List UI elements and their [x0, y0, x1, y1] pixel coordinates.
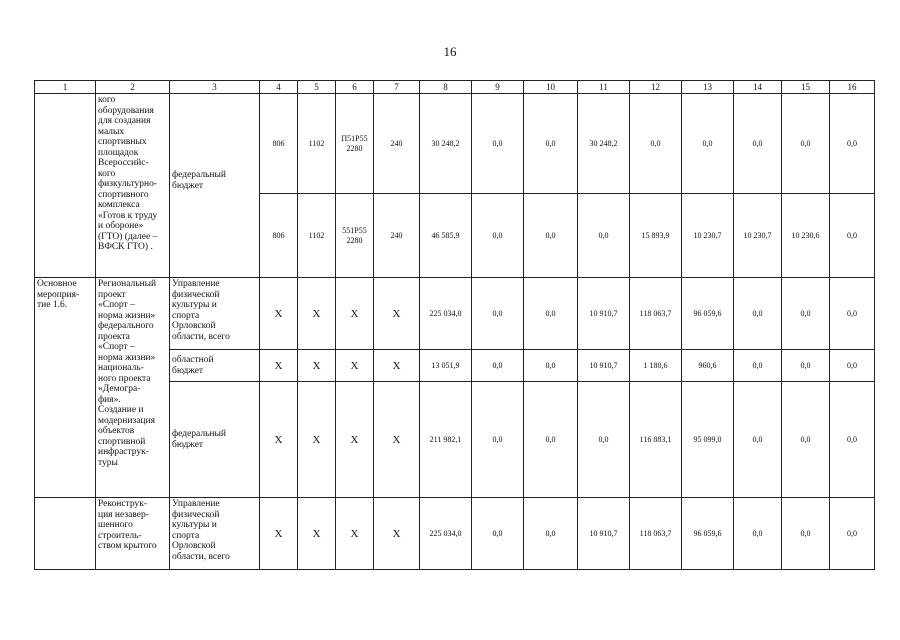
- activity-description: кого оборудования для создания малых спортивных площадок Всероссийс- кого физкультурно- спортивного комплекса «Готов к труду и обороне» (ГТО) (далее – ВФСК ГТО) .: [96, 94, 170, 278]
- table-row: [35, 498, 875, 570]
- year-amount: 10 230,7: [682, 194, 734, 278]
- header-cell: 12: [630, 81, 682, 94]
- header-cell: 4: [260, 81, 298, 94]
- year-amount: 0,0: [472, 382, 524, 498]
- year-amount: 0,0: [524, 194, 578, 278]
- x-mark: Х: [298, 278, 336, 350]
- total-amount: 211 982,1: [420, 382, 472, 498]
- section-code: 1102: [298, 94, 336, 194]
- year-amount: 10 910,7: [578, 278, 630, 350]
- expense-type-code: 240: [374, 194, 420, 278]
- x-mark: Х: [298, 382, 336, 498]
- year-amount: 0,0: [830, 194, 875, 278]
- header-cell: 3: [170, 81, 260, 94]
- funding-source: федеральный бюджет: [170, 382, 260, 498]
- x-mark: Х: [374, 382, 420, 498]
- header-cell: 6: [336, 81, 374, 94]
- x-mark: Х: [336, 278, 374, 350]
- measure-label: Основное мероприя- тие 1.6.: [35, 278, 96, 498]
- budget-table: [34, 80, 875, 570]
- funding-source: Управление физической культуры и спорта Орловской области, всего: [170, 278, 260, 350]
- year-amount: 0,0: [524, 498, 578, 570]
- year-amount: 0,0: [578, 382, 630, 498]
- x-mark: Х: [298, 350, 336, 382]
- year-amount: 0,0: [782, 350, 830, 382]
- section-code: 1102: [298, 194, 336, 278]
- year-amount: 0,0: [524, 382, 578, 498]
- x-mark: Х: [336, 498, 374, 570]
- year-amount: 0,0: [830, 278, 875, 350]
- year-amount: 118 063,7: [630, 278, 682, 350]
- x-mark: Х: [260, 382, 298, 498]
- activity-description: Реконструк- ция незавер- шенного строитель- ством крытого: [96, 498, 170, 570]
- year-amount: 96 059,6: [682, 278, 734, 350]
- year-amount: 0,0: [630, 94, 682, 194]
- year-amount: 0,0: [782, 498, 830, 570]
- total-amount: 13 051,9: [420, 350, 472, 382]
- header-cell: 14: [734, 81, 782, 94]
- funding-source: федеральный бюджет: [170, 94, 260, 278]
- year-amount: 0,0: [830, 498, 875, 570]
- header-cell: 11: [578, 81, 630, 94]
- year-amount: 0,0: [830, 94, 875, 194]
- header-cell: 10: [524, 81, 578, 94]
- year-amount: 0,0: [830, 382, 875, 498]
- x-mark: Х: [374, 278, 420, 350]
- year-amount: 0,0: [472, 278, 524, 350]
- grbs-code: 806: [260, 94, 298, 194]
- header-cell: 9: [472, 81, 524, 94]
- year-amount: 10 230,7: [734, 194, 782, 278]
- grbs-code: 806: [260, 194, 298, 278]
- page-number: 16: [443, 44, 457, 59]
- activity-description: Региональный проект «Спорт – норма жизни» федерального проекта «Спорт – норма жизни» националь- ного проекта «Демогра- фия». Создание и модернизация объектов спортивной инфраструк- туры: [96, 278, 170, 498]
- header-cell: 16: [830, 81, 875, 94]
- year-amount: 30 248,2: [578, 94, 630, 194]
- year-amount: 0,0: [524, 350, 578, 382]
- year-amount: 1 180,6: [630, 350, 682, 382]
- year-amount: 0,0: [578, 194, 630, 278]
- year-amount: 0,0: [472, 350, 524, 382]
- year-amount: 0,0: [472, 194, 524, 278]
- year-amount: 0,0: [734, 382, 782, 498]
- x-mark: Х: [260, 498, 298, 570]
- header-cell: 2: [96, 81, 170, 94]
- empty-label-cell: [35, 498, 96, 570]
- total-amount: 46 585,9: [420, 194, 472, 278]
- funding-source: Управление физической культуры и спорта Орловской области, всего: [170, 498, 260, 570]
- target-article-code: 551Р55 2280: [336, 194, 374, 278]
- x-mark: Х: [336, 350, 374, 382]
- x-mark: Х: [374, 350, 420, 382]
- header-cell: 15: [782, 81, 830, 94]
- year-amount: 0,0: [524, 94, 578, 194]
- year-amount: 0,0: [734, 498, 782, 570]
- total-amount: 225 034,0: [420, 498, 472, 570]
- year-amount: 0,0: [524, 278, 578, 350]
- year-amount: 10 910,7: [578, 498, 630, 570]
- year-amount: 116 883,1: [630, 382, 682, 498]
- year-amount: 10 910,7: [578, 350, 630, 382]
- x-mark: Х: [260, 350, 298, 382]
- header-row: [35, 81, 875, 94]
- year-amount: 0,0: [782, 278, 830, 350]
- year-amount: 960,6: [682, 350, 734, 382]
- header-cell: 13: [682, 81, 734, 94]
- header-cell: 8: [420, 81, 472, 94]
- year-amount: 0,0: [682, 94, 734, 194]
- year-amount: 0,0: [782, 382, 830, 498]
- total-amount: 30 248,2: [420, 94, 472, 194]
- header-cell: 5: [298, 81, 336, 94]
- year-amount: 0,0: [472, 94, 524, 194]
- year-amount: 0,0: [472, 498, 524, 570]
- year-amount: 96 059,6: [682, 498, 734, 570]
- funding-source: областной бюджет: [170, 350, 260, 382]
- expense-type-code: 240: [374, 94, 420, 194]
- year-amount: 95 099,0: [682, 382, 734, 498]
- target-article-code: П51Р55 2280: [336, 94, 374, 194]
- year-amount: 0,0: [734, 94, 782, 194]
- year-amount: 0,0: [734, 350, 782, 382]
- x-mark: Х: [336, 382, 374, 498]
- year-amount: 15 893,9: [630, 194, 682, 278]
- year-amount: 118 063,7: [630, 498, 682, 570]
- table-row: [35, 278, 875, 350]
- x-mark: Х: [374, 498, 420, 570]
- x-mark: Х: [298, 498, 336, 570]
- empty-label-cell: [35, 94, 96, 278]
- year-amount: 0,0: [734, 278, 782, 350]
- header-cell: 7: [374, 81, 420, 94]
- total-amount: 225 034,0: [420, 278, 472, 350]
- x-mark: Х: [260, 278, 298, 350]
- header-cell: 1: [35, 81, 96, 94]
- year-amount: 10 230,6: [782, 194, 830, 278]
- table-row: [35, 94, 875, 194]
- year-amount: 0,0: [782, 94, 830, 194]
- year-amount: 0,0: [830, 350, 875, 382]
